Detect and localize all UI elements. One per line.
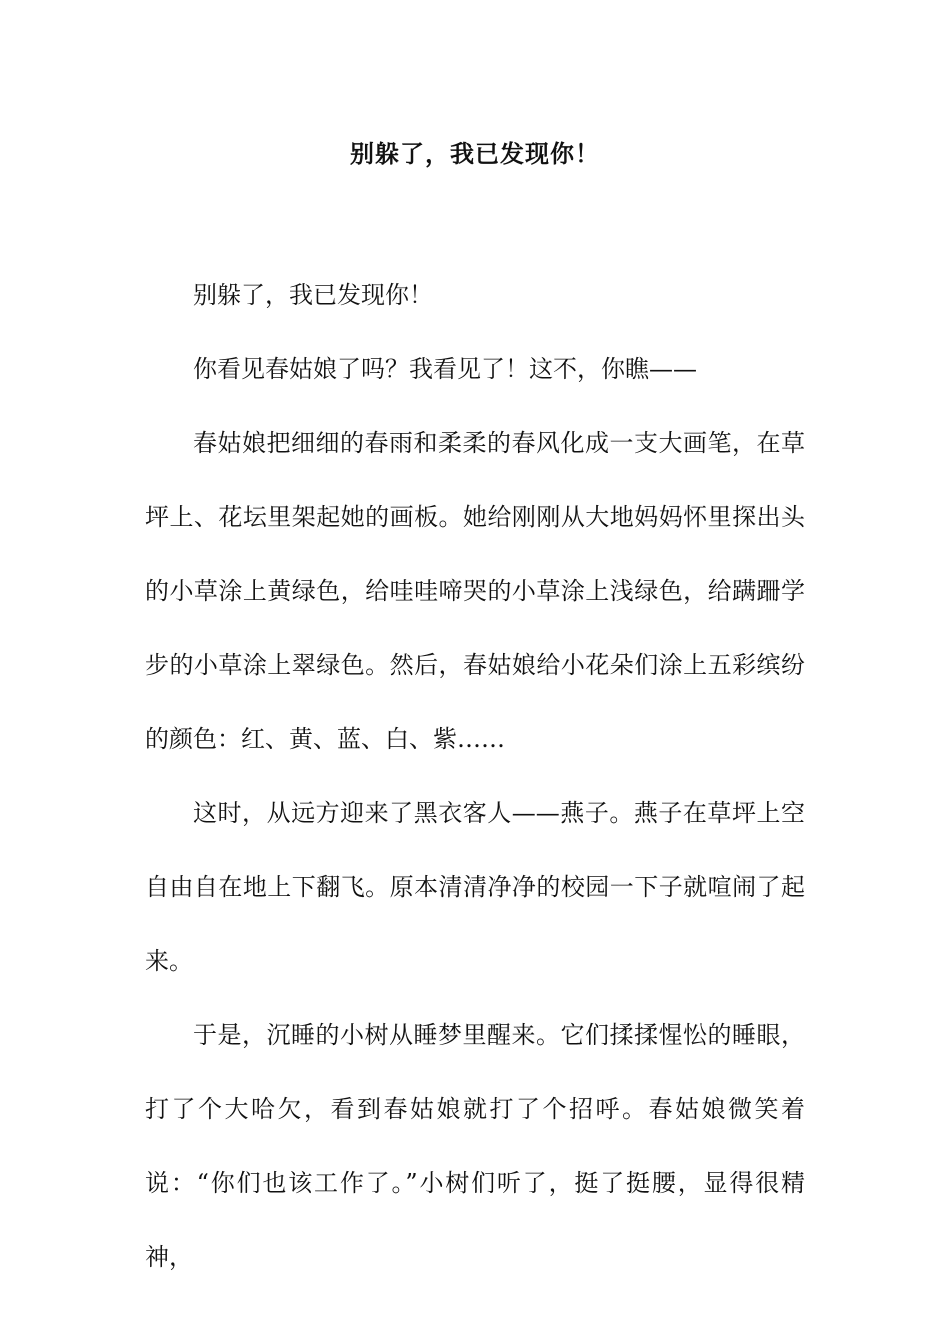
paragraph: 这时，从远方迎来了黑衣客人——燕子。燕子在草坪上空自由自在地上下翻飞。原本清清净净的校园一下子就喧闹了起来。 xyxy=(145,799,805,975)
document-body xyxy=(145,258,805,1294)
document-title: 别躲了，我已发现你！ xyxy=(350,139,600,168)
paragraph: 春姑娘把细细的春雨和柔柔的春风化成一支大画笔，在草坪上、花坛里架起她的画板。她给刚刚从大地妈妈怀里探出头的小草涂上黄绿色，给哇哇啼哭的小草涂上浅绿色，给蹒跚学步的小草涂上翠绿色。然后，春姑娘给小花朵们涂上五彩缤纷的颜色：红、黄、蓝、白、紫…… xyxy=(145,429,805,753)
paragraph: 于是，沉睡的小树从睡梦里醒来。它们揉揉惺忪的睡眼，打了个大哈欠，看到春姑娘就打了个招呼。春姑娘微笑着说：“你们也该工作了。”小树们听了，挺了挺腰，显得很精神， xyxy=(145,1021,805,1271)
paragraph: 别躲了，我已发现你！ xyxy=(193,281,433,309)
paragraph: 你看见春姑娘了吗？我看见了！这不，你瞧—— xyxy=(193,355,697,383)
